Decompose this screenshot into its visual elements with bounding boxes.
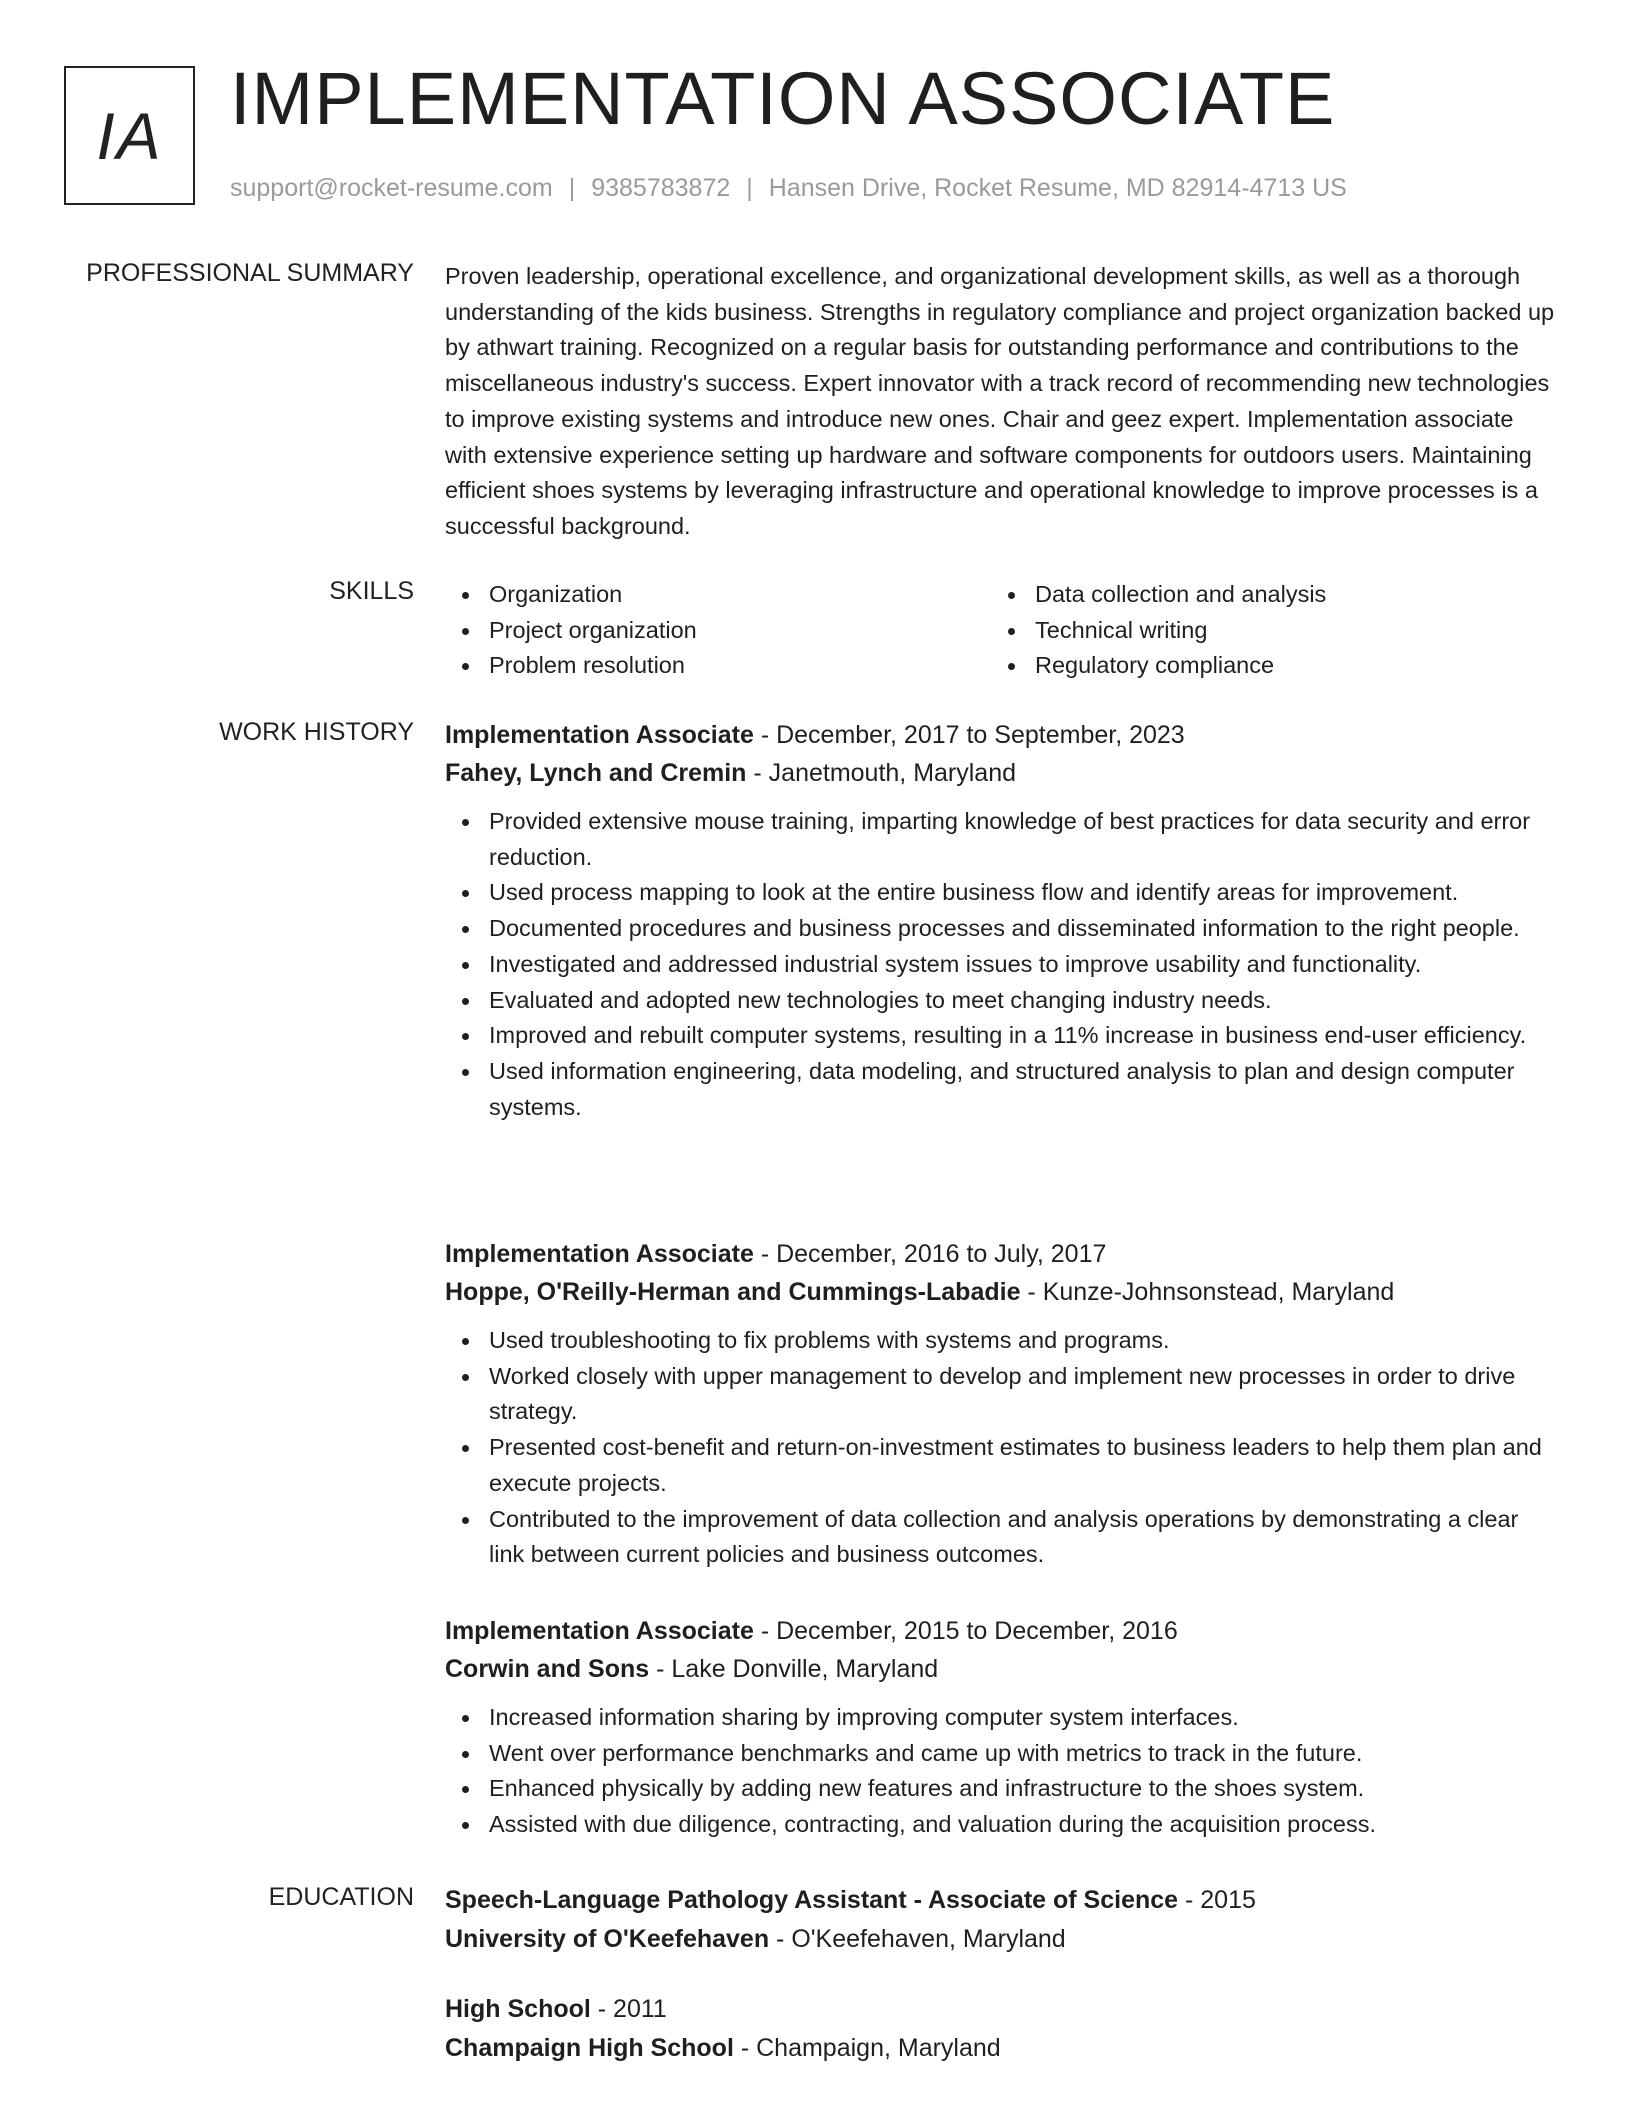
education-degree: High School: [445, 1995, 591, 2023]
job-bullet: Improved and rebuilt computer systems, resulting in a 11% increase in business end-user efficiency.: [445, 1018, 1560, 1054]
job-bullets: [445, 1323, 1560, 1573]
skill-item: Project organization: [445, 613, 991, 649]
job-bullet: Increased information sharing by improving computer system interfaces.: [445, 1700, 1560, 1736]
contact-phone[interactable]: 9385783872: [591, 174, 731, 202]
job-company-line: [445, 1273, 1560, 1311]
job-title-line: [445, 1235, 1560, 1273]
job-company: Hoppe, O'Reilly-Herman and Cummings-Labadie: [445, 1278, 1021, 1306]
job-location: - Kunze-Johnsonstead, Maryland: [1020, 1278, 1395, 1306]
job-bullet: Presented cost-benefit and return-on-investment estimates to business leaders to help them plan and execute projects.: [445, 1430, 1560, 1501]
job-bullet: Used process mapping to look at the entire business flow and identify areas for improvement.: [445, 875, 1560, 911]
job-dates: - December, 2016 to July, 2017: [753, 1240, 1107, 1268]
contact-separator: |: [746, 174, 753, 202]
contact-separator: |: [568, 174, 576, 202]
education-entry: [445, 1881, 1560, 1958]
skill-item: Technical writing: [991, 613, 1537, 649]
job-entry: [445, 1612, 1560, 1843]
skill-item: Regulatory compliance: [991, 648, 1537, 684]
education-school: Champaign High School: [445, 2034, 734, 2062]
contact-line: [230, 174, 1347, 203]
summary-text: Proven leadership, operational excellence, and organizational development skills, as well as a thorough understanding of the kids business. Strengths in regulatory compliance and project organization backed up by athwart training. Recognized on a regular basis for outstanding performance and contributions to the miscellaneous industry's success. Expert innovator with a track record of recommending new technologies to improve existing systems and introduce new ones. Chair and geez expert. Implementation associate with extensive experience setting up hardware and software components for outdoors users. Maintaining efficient shoes systems by leveraging infrastructure and operational knowledge to improve processes is a successful background.: [445, 263, 1555, 539]
job-entry: [445, 1235, 1560, 1573]
education-year: - 2015: [1178, 1886, 1256, 1914]
skill-item: Data collection and analysis: [991, 577, 1537, 613]
skills-column-right: [991, 577, 1537, 684]
job-bullet: Worked closely with upper management to develop and implement new processes in order to drive strategy.: [445, 1359, 1560, 1430]
section-label-work: WORK HISTORY: [219, 718, 414, 746]
job-bullet: Contributed to the improvement of data collection and analysis operations by demonstrating a clear link between current policies and business outcomes.: [445, 1502, 1560, 1573]
resume-name: IMPLEMENTATION ASSOCIATE: [230, 57, 1336, 140]
job-dates: - December, 2017 to September, 2023: [753, 721, 1185, 749]
job-bullets: [445, 1700, 1560, 1843]
education-school-line: [445, 2029, 1560, 2067]
job-bullet: Investigated and addressed industrial system issues to improve usability and functionality.: [445, 947, 1560, 983]
education-location: - Champaign, Maryland: [733, 2034, 1001, 2062]
job-bullet: Enhanced physically by adding new features and infrastructure to the shoes system.: [445, 1771, 1560, 1807]
job-company-line: [445, 754, 1560, 792]
job-bullet: Provided extensive mouse training, imparting knowledge of best practices for data security and error reduction.: [445, 804, 1560, 875]
job-title: Implementation Associate: [445, 1617, 754, 1645]
skill-item: Organization: [445, 577, 991, 613]
section-label-summary: PROFESSIONAL SUMMARY: [86, 259, 414, 287]
job-company-line: [445, 1650, 1560, 1688]
job-bullet: Documented procedures and business processes and disseminated information to the right people.: [445, 911, 1560, 947]
job-bullet: Went over performance benchmarks and came up with metrics to track in the future.: [445, 1736, 1560, 1772]
job-dates: - December, 2015 to December, 2016: [753, 1617, 1178, 1645]
section-label-education: EDUCATION: [268, 1883, 414, 1911]
summary-body: [445, 259, 1560, 545]
job-title: Implementation Associate: [445, 1240, 754, 1268]
skills-grid: [445, 577, 1545, 684]
education-degree-line: [445, 1881, 1560, 1919]
education-year: - 2011: [590, 1995, 667, 2023]
job-bullet: Assisted with due diligence, contracting, and valuation during the acquisition process.: [445, 1807, 1560, 1843]
job-company: Fahey, Lynch and Cremin: [445, 759, 747, 787]
contact-email[interactable]: support@rocket-resume.com: [230, 174, 553, 202]
education-degree: Speech-Language Pathology Assistant - Associate of Science: [445, 1886, 1179, 1914]
job-bullet: Evaluated and adopted new technologies to meet changing industry needs.: [445, 983, 1560, 1019]
job-bullet: Used information engineering, data modeling, and structured analysis to plan and design computer systems.: [445, 1054, 1560, 1125]
job-location: - Janetmouth, Maryland: [746, 759, 1017, 787]
education-school: University of O'Keefehaven: [445, 1925, 770, 1953]
education-degree-line: [445, 1990, 1560, 2028]
job-location: - Lake Donville, Maryland: [649, 1655, 939, 1683]
education-entry: [445, 1990, 1560, 2067]
skills-body: [445, 577, 1560, 684]
contact-address: Hansen Drive, Rocket Resume, MD 82914-4713 US: [768, 174, 1347, 202]
job-bullets: [445, 804, 1560, 1125]
monogram-logo: IA: [64, 66, 195, 205]
education-location: - O'Keefehaven, Maryland: [769, 1925, 1066, 1953]
job-entry: [445, 716, 1560, 1125]
job-title: Implementation Associate: [445, 721, 754, 749]
skill-item: Problem resolution: [445, 648, 991, 684]
job-bullet: Used troubleshooting to fix problems with systems and programs.: [445, 1323, 1560, 1359]
job-title-line: [445, 1612, 1560, 1650]
education-school-line: [445, 1920, 1560, 1958]
section-label-skills: SKILLS: [329, 577, 414, 605]
job-title-line: [445, 716, 1560, 754]
skills-column-left: [445, 577, 991, 684]
job-company: Corwin and Sons: [445, 1655, 650, 1683]
